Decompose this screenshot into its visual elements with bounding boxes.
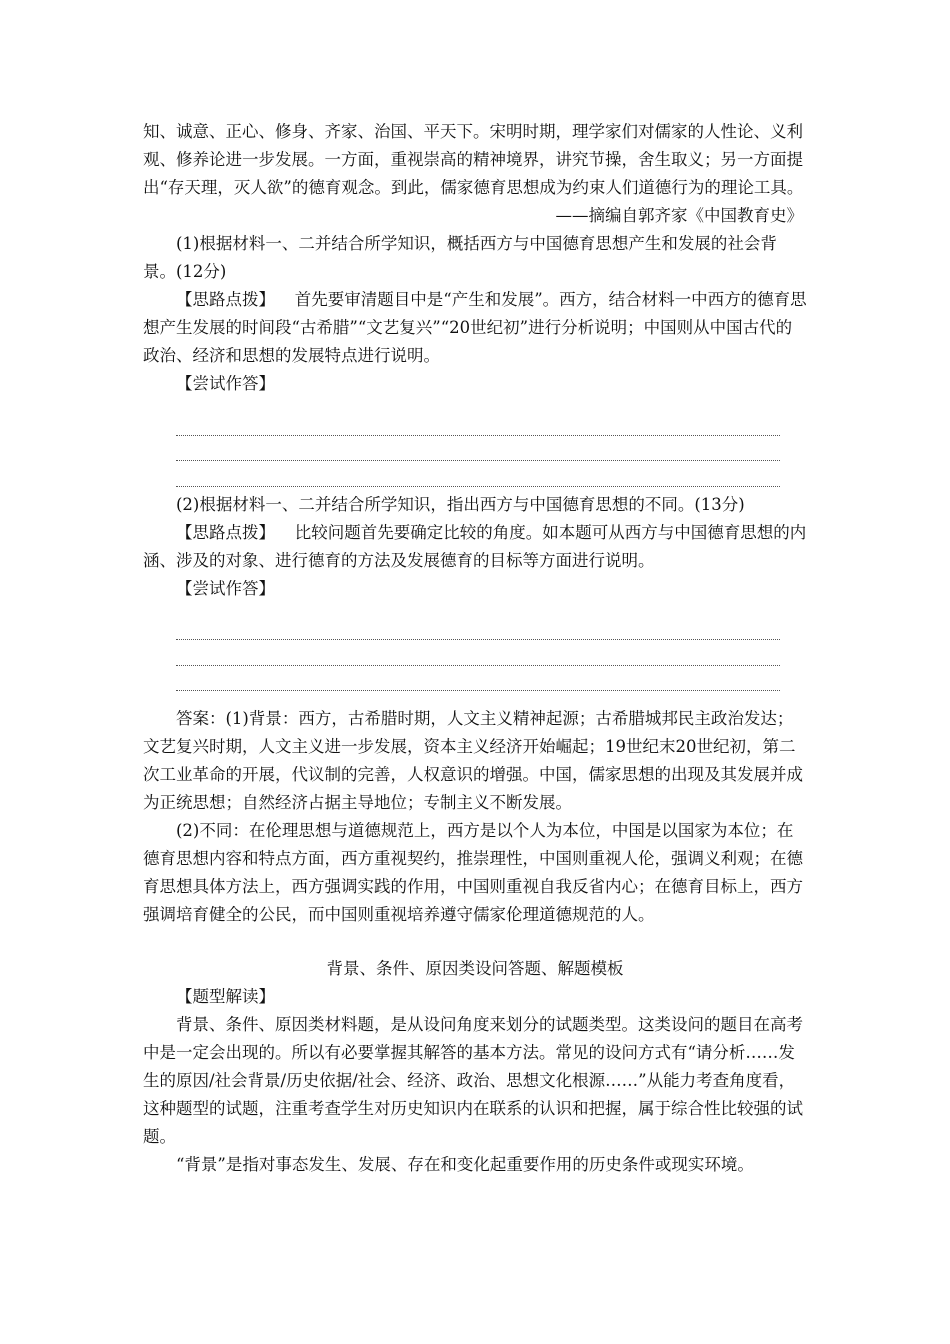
type-label: 【题型解读】 — [176, 987, 275, 1006]
answer-line[interactable] — [176, 410, 780, 436]
question-2: (2)根据材料一、二并结合所学知识，指出西方与中国德育思想的不同。(13分) — [176, 494, 745, 514]
hint-text: 首先要审清题目中是“产生和发展”。西方，结合材料一中西方的德育思想产生发展的时间段“古希腊”“文艺复兴”“20世纪初”进行分析说明；中国则从中国古代的政治、经济和思想的发展特点进行说明。 — [143, 290, 807, 365]
attempt-label-1: 【尝试作答】 — [176, 374, 275, 393]
attempt-label-2: 【尝试作答】 — [176, 578, 275, 598]
material-continuation: 知、诚意、正心、修身、齐家、治国、平天下。宋明时期，理学家们对儒家的人性论、义利观、修养论进一步发展。一方面，重视崇高的精神境界，讲究节操，舍生取义；另一方面提出“存天理，灭人欲”的德育观念。到此，儒家德育思想成为约束人们道德行为的理论工具。 — [143, 122, 804, 197]
hint-2 — [143, 519, 807, 575]
answer-1: 答案：(1)背景：西方，古希腊时期，人文主义精神起源；古希腊城邦民主政治发达；文艺复兴时期，人文主义进一步发展，资本主义经济开始崛起；19世纪末20世纪初，第二次工业革命的开展，代议制的完善，人权意识的增强。中国，儒家思想的出现及其发展并成为正统思想；自然经济占据主导地位；专制主义不断发展。 — [143, 709, 803, 812]
type-paragraph-2: “背景”是指对事态发生、发展、存在和变化起重要作用的历史条件或现实环境。 — [176, 1155, 754, 1174]
answer-2: (2)不同：在伦理思想与道德规范上，西方是以个人为本位，中国是以国家为本位；在德育思想内容和特点方面，西方重视契约，推崇理性，中国则重视人伦，强调义利观；在德育思想具体方法上，西方强调实践的作用，中国则重视自我反省内心；在德育目标上，西方强调培育健全的公民，而中国则重视培养遵守儒家伦理道德规范的人。 — [143, 821, 803, 924]
answer-area-1[interactable] — [176, 410, 780, 487]
section-title: 背景、条件、原因类设问答题、解题模板 — [326, 959, 624, 978]
type-paragraph-1: 背景、条件、原因类材料题，是从设问角度来划分的试题类型。这类设问的题目在高考中是一定会出现的。所以有必要掌握其解答的基本方法。常见的设问方式有“请分析……发生的原因/社会背景/历史依据/社会、经济、政治、思想文化根源……”从能力考查角度看，这种题型的试题，注重考查学生对历史知识内在联系的认识和把握，属于综合性比较强的试题。 — [143, 1015, 803, 1146]
question-1: (1)根据材料一、二并结合所学知识，概括西方与中国德育思想产生和发展的社会背景。(12分) — [143, 234, 777, 281]
hint-label: 【思路点拨】 — [176, 522, 275, 542]
document-page — [143, 118, 807, 1179]
answer-line[interactable] — [176, 640, 780, 666]
answer-line[interactable] — [176, 436, 780, 462]
answer-line[interactable] — [176, 615, 780, 641]
source-citation: ——摘编自郭齐家《中国教育史》 — [555, 206, 803, 225]
answer-line[interactable] — [176, 666, 780, 692]
hint-label: 【思路点拨】 — [176, 290, 275, 309]
hint-text: 比较问题首先要确定比较的角度。如本题可从西方与中国德育思想的内涵、涉及的对象、进行德育的方法及发展德育的目标等方面进行说明。 — [143, 522, 807, 570]
answer-line[interactable] — [176, 461, 780, 487]
hint-1 — [143, 286, 807, 370]
answer-area-2[interactable] — [176, 615, 780, 692]
